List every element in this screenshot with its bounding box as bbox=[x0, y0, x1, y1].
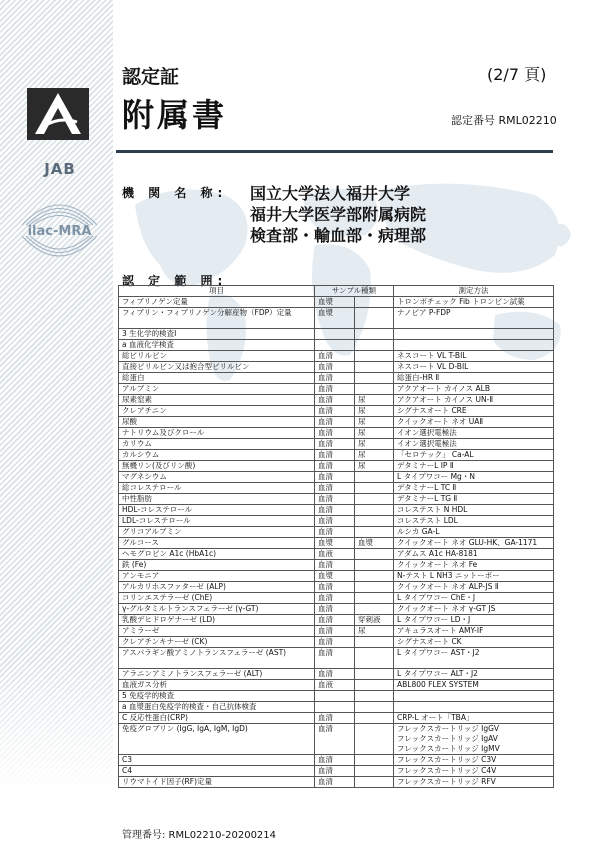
table-row bbox=[119, 340, 554, 351]
cell-sample-type-1: 血漿 bbox=[315, 297, 355, 308]
cell-sample-type-2 bbox=[355, 351, 394, 362]
table-row bbox=[119, 472, 554, 483]
cell-item: グルコース bbox=[119, 538, 315, 549]
cell-item: ナトリウム及びクロール bbox=[119, 428, 315, 439]
cell-method: コレステスト N HDL bbox=[394, 505, 554, 516]
cell-method: コレステスト LDL bbox=[394, 516, 554, 527]
cell-method: ネスコート VL D-BIL bbox=[394, 362, 554, 373]
table-row bbox=[119, 766, 554, 777]
table-row bbox=[119, 713, 554, 724]
table-row bbox=[119, 582, 554, 593]
cell-method: L タイプワコー ChE・J bbox=[394, 593, 554, 604]
cell-sample-type-2 bbox=[355, 472, 394, 483]
organization-label: 機 関 名 称: bbox=[122, 186, 228, 200]
cell-method: L タイプワコー AST・J2 bbox=[394, 648, 554, 669]
method-line: フレックスカートリッジ IgAV bbox=[397, 734, 498, 743]
table-row bbox=[119, 571, 554, 582]
cell-sample-type-1: 血清 bbox=[315, 428, 355, 439]
ilac-mra-logo-icon bbox=[12, 190, 107, 260]
table-row bbox=[119, 373, 554, 384]
cell-item: アルブミン bbox=[119, 384, 315, 395]
table-row bbox=[119, 755, 554, 766]
cell-sample-type-1: 血清 bbox=[315, 755, 355, 766]
cell-item: アンモニア bbox=[119, 571, 315, 582]
cell-sample-type-1: 血清 bbox=[315, 593, 355, 604]
cell-sample-type-1: 血清 bbox=[315, 648, 355, 669]
cell-method: ルシカ GA-L bbox=[394, 527, 554, 538]
table-row bbox=[119, 724, 554, 755]
table-row bbox=[119, 384, 554, 395]
cell-sample-type-2 bbox=[355, 494, 394, 505]
cell-item: 乳酸デヒドロゲナーゼ (LD) bbox=[119, 615, 315, 626]
side-band-fade bbox=[0, 660, 113, 853]
cell-method: CRP-L オート「TBA」 bbox=[394, 713, 554, 724]
table-row bbox=[119, 669, 554, 680]
jab-logo-text: JAB bbox=[44, 160, 76, 178]
cell-sample-type-1: 血清 bbox=[315, 582, 355, 593]
cell-item: ヘモグロビン A1c (HbA1c) bbox=[119, 549, 315, 560]
cell-method bbox=[394, 702, 554, 713]
cell-item: フィブリノゲン定量 bbox=[119, 297, 315, 308]
cell-sample-type-1 bbox=[315, 329, 355, 340]
cell-method bbox=[394, 691, 554, 702]
cell-sample-type-1: 血清 bbox=[315, 417, 355, 428]
table-row bbox=[119, 329, 554, 340]
cell-sample-type-1: 血清 bbox=[315, 669, 355, 680]
cell-sample-type-2 bbox=[355, 560, 394, 571]
certification-number: 認定番号 RML02210 bbox=[451, 114, 557, 127]
table-row bbox=[119, 691, 554, 702]
jab-a-logo-icon bbox=[27, 88, 89, 140]
cell-sample-type-1: 血清 bbox=[315, 472, 355, 483]
cell-item: γ-グルタミルトランスフェラーゼ (γ-GT) bbox=[119, 604, 315, 615]
cell-sample-type-1: 血液 bbox=[315, 680, 355, 691]
cell-sample-type-1: 血清 bbox=[315, 439, 355, 450]
cell-sample-type-2 bbox=[355, 329, 394, 340]
cell-sample-type-1: 血清 bbox=[315, 626, 355, 637]
cell-sample-type-1: 血清 bbox=[315, 724, 355, 755]
table-row bbox=[119, 505, 554, 516]
cell-method: L タイプワコー ALT・J2 bbox=[394, 669, 554, 680]
cell-item: カルシウム bbox=[119, 450, 315, 461]
cell-sample-type-1: 血清 bbox=[315, 505, 355, 516]
cell-item: a 血漿蛋白免疫学的検査・自己抗体検査 bbox=[119, 702, 315, 713]
cell-item: 総コレステロール bbox=[119, 483, 315, 494]
cell-method: L タイプワコー LD・J bbox=[394, 615, 554, 626]
cell-sample-type-2 bbox=[355, 777, 394, 788]
cell-item: フィブリン・フィブリノゲン分解産物（FDP）定量 bbox=[119, 308, 315, 329]
accreditation-scope-table bbox=[118, 285, 554, 788]
cell-sample-type-1 bbox=[315, 702, 355, 713]
cell-sample-type-2 bbox=[355, 755, 394, 766]
organization-name-line-3: 検査部・輸血部・病理部 bbox=[250, 226, 427, 245]
table-row bbox=[119, 637, 554, 648]
table-row bbox=[119, 461, 554, 472]
cell-method: アキュラスオート AMY-IF bbox=[394, 626, 554, 637]
method-line: フレックスカートリッジ IgMV bbox=[397, 744, 500, 753]
table-row bbox=[119, 516, 554, 527]
cell-method: N-テスト L NH3 ニットーボー bbox=[394, 571, 554, 582]
cell-item: 直接ビリルビン又は抱合型ビリルビン bbox=[119, 362, 315, 373]
table-row bbox=[119, 560, 554, 571]
cell-method: アダムス A1c HA-8181 bbox=[394, 549, 554, 560]
cell-method: デタミナーL IP Ⅱ bbox=[394, 461, 554, 472]
cell-sample-type-2 bbox=[355, 713, 394, 724]
table-row bbox=[119, 362, 554, 373]
cell-item: 免疫グロブリン (IgG, IgA, IgM, IgD) bbox=[119, 724, 315, 755]
cell-method: クイックオート ネオ γ-GT JS bbox=[394, 604, 554, 615]
column-header-item: 項目 bbox=[119, 286, 315, 297]
table-row bbox=[119, 450, 554, 461]
cell-method: ABL800 FLEX SYSTEM bbox=[394, 680, 554, 691]
cell-item: アミラーゼ bbox=[119, 626, 315, 637]
cell-sample-type-2 bbox=[355, 766, 394, 777]
cell-sample-type-2 bbox=[355, 308, 394, 329]
table-row bbox=[119, 351, 554, 362]
cell-sample-type-1: 血清 bbox=[315, 483, 355, 494]
cell-sample-type-2 bbox=[355, 571, 394, 582]
header-divider bbox=[116, 150, 553, 153]
cell-method: シグナスオート CRE bbox=[394, 406, 554, 417]
method-line: フレックスカートリッジ IgGV bbox=[397, 724, 500, 733]
cell-item: カリウム bbox=[119, 439, 315, 450]
cell-item: グリコアルブミン bbox=[119, 527, 315, 538]
table-row bbox=[119, 538, 554, 549]
table-row bbox=[119, 483, 554, 494]
organization-name-line-2: 福井大学医学部附属病院 bbox=[250, 205, 427, 224]
column-header-method: 測定方法 bbox=[394, 286, 554, 297]
cell-item: クレアチニン bbox=[119, 406, 315, 417]
cell-item: 血液ガス分析 bbox=[119, 680, 315, 691]
table-header-row bbox=[119, 286, 554, 297]
cell-sample-type-1: 血漿 bbox=[315, 571, 355, 582]
cell-item: アルカリホスファターゼ (ALP) bbox=[119, 582, 315, 593]
cell-sample-type-1: 血清 bbox=[315, 766, 355, 777]
cell-sample-type-2: 血漿 bbox=[355, 538, 394, 549]
cell-sample-type-1: 血清 bbox=[315, 637, 355, 648]
cell-sample-type-1: 血清 bbox=[315, 560, 355, 571]
cell-sample-type-2 bbox=[355, 669, 394, 680]
cell-item: クレアチンキナーゼ (CK) bbox=[119, 637, 315, 648]
cell-item: 無機リン(及びリン酸) bbox=[119, 461, 315, 472]
cell-sample-type-2: 尿 bbox=[355, 626, 394, 637]
table-row bbox=[119, 777, 554, 788]
cell-method: シグナスオート CK bbox=[394, 637, 554, 648]
cell-method: ナノピア P-FDP bbox=[394, 308, 554, 329]
cell-sample-type-1 bbox=[315, 340, 355, 351]
organization-name-line-1: 国立大学法人福井大学 bbox=[250, 184, 411, 203]
cell-sample-type-2 bbox=[355, 680, 394, 691]
cell-item: リウマトイド因子(RF)定量 bbox=[119, 777, 315, 788]
column-header-sample-type: サンプル種類 bbox=[315, 286, 394, 297]
cell-sample-type-2: 尿 bbox=[355, 450, 394, 461]
cell-item: アラニンアミノトランスフェラーゼ (ALT) bbox=[119, 669, 315, 680]
cell-sample-type-2 bbox=[355, 340, 394, 351]
table-row bbox=[119, 406, 554, 417]
cell-sample-type-1: 血清 bbox=[315, 406, 355, 417]
cell-sample-type-1: 血漿 bbox=[315, 308, 355, 329]
table-row bbox=[119, 297, 554, 308]
cell-sample-type-1: 血清 bbox=[315, 615, 355, 626]
table-row bbox=[119, 626, 554, 637]
cell-method: イオン選択電極法 bbox=[394, 428, 554, 439]
cell-sample-type-2 bbox=[355, 362, 394, 373]
cell-sample-type-2: 穿刺液 bbox=[355, 615, 394, 626]
cell-sample-type-1: 血清 bbox=[315, 527, 355, 538]
table-row bbox=[119, 680, 554, 691]
scope-label: 認 定 範 囲: bbox=[122, 274, 228, 288]
cell-item: C 反応性蛋白(CRP) bbox=[119, 713, 315, 724]
cell-sample-type-2 bbox=[355, 549, 394, 560]
svg-text:ilac-MRA: ilac-MRA bbox=[27, 224, 92, 239]
cell-method: デタミナーL TC Ⅱ bbox=[394, 483, 554, 494]
table-row bbox=[119, 648, 554, 669]
table-row bbox=[119, 417, 554, 428]
cell-method bbox=[394, 329, 554, 340]
cell-item: 3 生化学的検査Ⅰ bbox=[119, 329, 315, 340]
cell-sample-type-2 bbox=[355, 724, 394, 755]
cell-sample-type-2 bbox=[355, 384, 394, 395]
cell-method: クイックオート ネオ Fe bbox=[394, 560, 554, 571]
cell-sample-type-1: 血清 bbox=[315, 351, 355, 362]
cell-sample-type-2: 尿 bbox=[355, 461, 394, 472]
cell-sample-type-1: 血清 bbox=[315, 604, 355, 615]
cell-sample-type-2 bbox=[355, 373, 394, 384]
cell-item: 総蛋白 bbox=[119, 373, 315, 384]
cell-item: アスパラギン酸アミノトランスフェラーゼ (AST) bbox=[119, 648, 315, 669]
cell-method: フレックスカートリッジ RFV bbox=[394, 777, 554, 788]
cell-method: 総蛋白-HR Ⅱ bbox=[394, 373, 554, 384]
table-row bbox=[119, 494, 554, 505]
cell-sample-type-1: 血清 bbox=[315, 516, 355, 527]
table-row bbox=[119, 593, 554, 604]
cell-method: フレックスカートリッジ C3V bbox=[394, 755, 554, 766]
cell-item: 総ビリルビン bbox=[119, 351, 315, 362]
certificate-title: 認定証 bbox=[122, 66, 180, 88]
cell-sample-type-2 bbox=[355, 648, 394, 669]
cell-method: L タイプワコー Mg・N bbox=[394, 472, 554, 483]
cell-sample-type-2 bbox=[355, 297, 394, 308]
cell-sample-type-1: 血清 bbox=[315, 362, 355, 373]
cell-sample-type-2 bbox=[355, 582, 394, 593]
cell-sample-type-2: 尿 bbox=[355, 428, 394, 439]
cell-sample-type-2 bbox=[355, 516, 394, 527]
cell-item: 尿素窒素 bbox=[119, 395, 315, 406]
cell-sample-type-1: 血清 bbox=[315, 777, 355, 788]
cell-item: 5 免疫学的検査 bbox=[119, 691, 315, 702]
cell-sample-type-2: 尿 bbox=[355, 406, 394, 417]
table-row bbox=[119, 439, 554, 450]
cell-item: LDL-コレステロール bbox=[119, 516, 315, 527]
cell-sample-type-1: 血清 bbox=[315, 395, 355, 406]
table-row bbox=[119, 549, 554, 560]
cell-method: アクアオート カイノス ALB bbox=[394, 384, 554, 395]
cell-item: マグネシウム bbox=[119, 472, 315, 483]
cell-method: イオン選択電極法 bbox=[394, 439, 554, 450]
cell-item: 鉄 (Fe) bbox=[119, 560, 315, 571]
table-row bbox=[119, 702, 554, 713]
cell-item: HDL-コレステロール bbox=[119, 505, 315, 516]
cell-item: コリンエステラーゼ (ChE) bbox=[119, 593, 315, 604]
cell-sample-type-2 bbox=[355, 527, 394, 538]
cell-sample-type-1: 血清 bbox=[315, 373, 355, 384]
cell-item: a 血液化学検査 bbox=[119, 340, 315, 351]
cell-method: トロンボチェック Fib トロンビン試薬 bbox=[394, 297, 554, 308]
cell-sample-type-2: 尿 bbox=[355, 417, 394, 428]
cell-sample-type-1: 血清 bbox=[315, 384, 355, 395]
cell-sample-type-1: 血清 bbox=[315, 461, 355, 472]
cell-sample-type-1: 血液 bbox=[315, 549, 355, 560]
appendix-title: 附属書 bbox=[122, 96, 228, 134]
cell-method: クイックオート ネオ GLU-HK、GA-1171 bbox=[394, 538, 554, 549]
table-row bbox=[119, 428, 554, 439]
cell-sample-type-1: 血清 bbox=[315, 494, 355, 505]
cell-sample-type-1: 血清 bbox=[315, 450, 355, 461]
cell-sample-type-2 bbox=[355, 505, 394, 516]
table-row bbox=[119, 604, 554, 615]
cell-sample-type-1: 血漿 bbox=[315, 538, 355, 549]
cell-sample-type-1: 血清 bbox=[315, 713, 355, 724]
cell-sample-type-2: 尿 bbox=[355, 439, 394, 450]
cell-sample-type-1 bbox=[315, 691, 355, 702]
table-row bbox=[119, 395, 554, 406]
cell-method: ネスコート VL T-BIL bbox=[394, 351, 554, 362]
cell-method: クイックオート ネオ ALP-JS Ⅱ bbox=[394, 582, 554, 593]
cell-sample-type-2 bbox=[355, 593, 394, 604]
table-row bbox=[119, 527, 554, 538]
cell-method: クイックオート ネオ UAⅡ bbox=[394, 417, 554, 428]
cell-sample-type-2 bbox=[355, 483, 394, 494]
cell-method bbox=[394, 340, 554, 351]
page-number: (2/7 頁) bbox=[487, 65, 547, 84]
cell-item: 中性脂肪 bbox=[119, 494, 315, 505]
cell-method bbox=[394, 724, 554, 755]
cell-item: C4 bbox=[119, 766, 315, 777]
management-number: 管理番号: RML02210-20200214 bbox=[122, 830, 277, 841]
cell-method: アクアオート カイノス UN-Ⅱ bbox=[394, 395, 554, 406]
cell-item: C3 bbox=[119, 755, 315, 766]
cell-sample-type-2 bbox=[355, 702, 394, 713]
cell-sample-type-2 bbox=[355, 637, 394, 648]
cell-sample-type-2 bbox=[355, 691, 394, 702]
cell-sample-type-2: 尿 bbox=[355, 395, 394, 406]
cell-method: フレックスカートリッジ C4V bbox=[394, 766, 554, 777]
table-row bbox=[119, 308, 554, 329]
table-row bbox=[119, 615, 554, 626]
cell-item: 尿酸 bbox=[119, 417, 315, 428]
cell-sample-type-2 bbox=[355, 604, 394, 615]
cell-method: 「セロテック」 Ca-AL bbox=[394, 450, 554, 461]
cell-method: デタミナーL TG Ⅱ bbox=[394, 494, 554, 505]
